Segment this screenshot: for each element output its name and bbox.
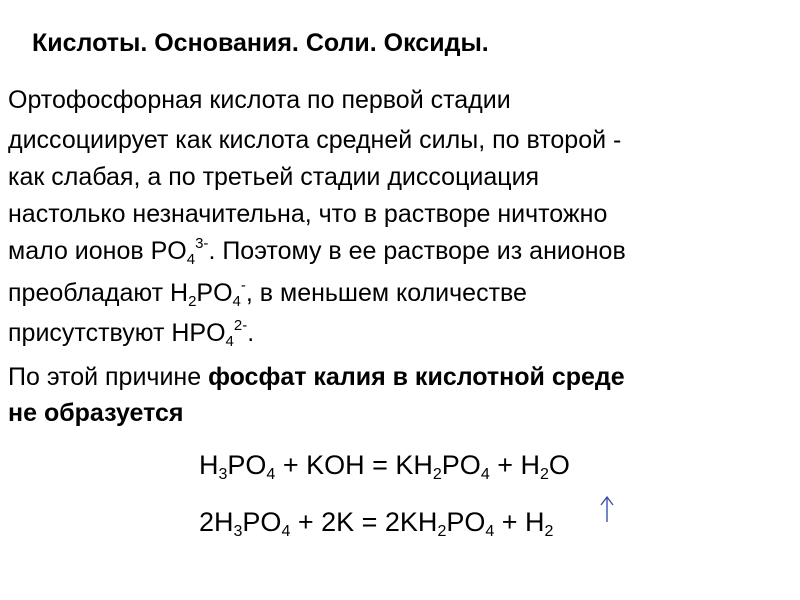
subscript: 4: [225, 333, 234, 350]
eq-part: PO: [446, 507, 486, 537]
superscript: 3-: [195, 235, 209, 252]
subscript: 4: [232, 293, 241, 310]
text-line-3: как слабая, а по третьей стадии диссоциация: [8, 163, 540, 191]
eq-part: + H: [494, 507, 545, 537]
eq-subscript: 2: [540, 466, 549, 483]
eq-part: PO: [242, 507, 282, 537]
equation-2: [199, 505, 553, 539]
eq-subscript: 3: [218, 466, 228, 483]
text-line-6: [8, 277, 527, 309]
text-line-2: диссоциирует как кислота средней силы, по второй -: [8, 126, 622, 154]
eq-part: + H: [489, 450, 540, 480]
text-line-4: настолько незначительна, что в растворе ничтожно: [8, 200, 608, 228]
eq-subscript: 4: [485, 523, 495, 540]
eq-subscript: 4: [281, 523, 291, 540]
eq-subscript: 2: [437, 523, 447, 540]
eq-part: H: [199, 450, 219, 480]
text-segment: преобладают H: [8, 279, 189, 307]
text-segment: , в меньшем количестве: [245, 279, 527, 307]
eq-subscript: 4: [480, 466, 490, 483]
text-segment: По этой причине: [8, 363, 209, 391]
text-segment: .: [247, 319, 255, 347]
eq-part: PO: [227, 450, 267, 480]
text-segment: мало ионов PO: [8, 237, 187, 265]
eq-part: PO: [441, 450, 481, 480]
slide-title: Кислоты. Основания. Соли. Оксиды.: [32, 29, 489, 57]
text-segment: присутствуют HPO: [8, 319, 226, 347]
bold-text: фосфат калия в кислотной среде: [208, 363, 625, 391]
arrow-up-icon: [599, 495, 615, 523]
text-line-1: Ортофосфорная кислота по первой стадии: [8, 86, 511, 114]
eq-subscript: 4: [266, 466, 276, 483]
text-line-8: [8, 361, 625, 393]
bold-text: не образуется: [8, 399, 184, 427]
text-line-5: [8, 235, 626, 267]
text-line-9: [8, 397, 184, 429]
eq-part: + KOH = KH: [275, 450, 433, 480]
superscript: 2-: [233, 317, 248, 334]
eq-part: O: [548, 450, 570, 480]
eq-part: 2H: [199, 507, 234, 537]
eq-subscript: 3: [233, 523, 243, 540]
eq-subscript: 2: [432, 466, 442, 483]
equation-1: [199, 448, 570, 482]
superscript: -: [240, 277, 246, 294]
eq-subscript: 2: [544, 523, 554, 540]
subscript: 4: [186, 251, 196, 268]
subscript: 2: [188, 293, 197, 310]
eq-part: + 2K = 2KH: [290, 507, 438, 537]
text-segment: PO: [196, 279, 233, 307]
text-line-7: [8, 317, 254, 349]
text-segment: . Поэтому в ее растворе из анионов: [208, 237, 626, 265]
